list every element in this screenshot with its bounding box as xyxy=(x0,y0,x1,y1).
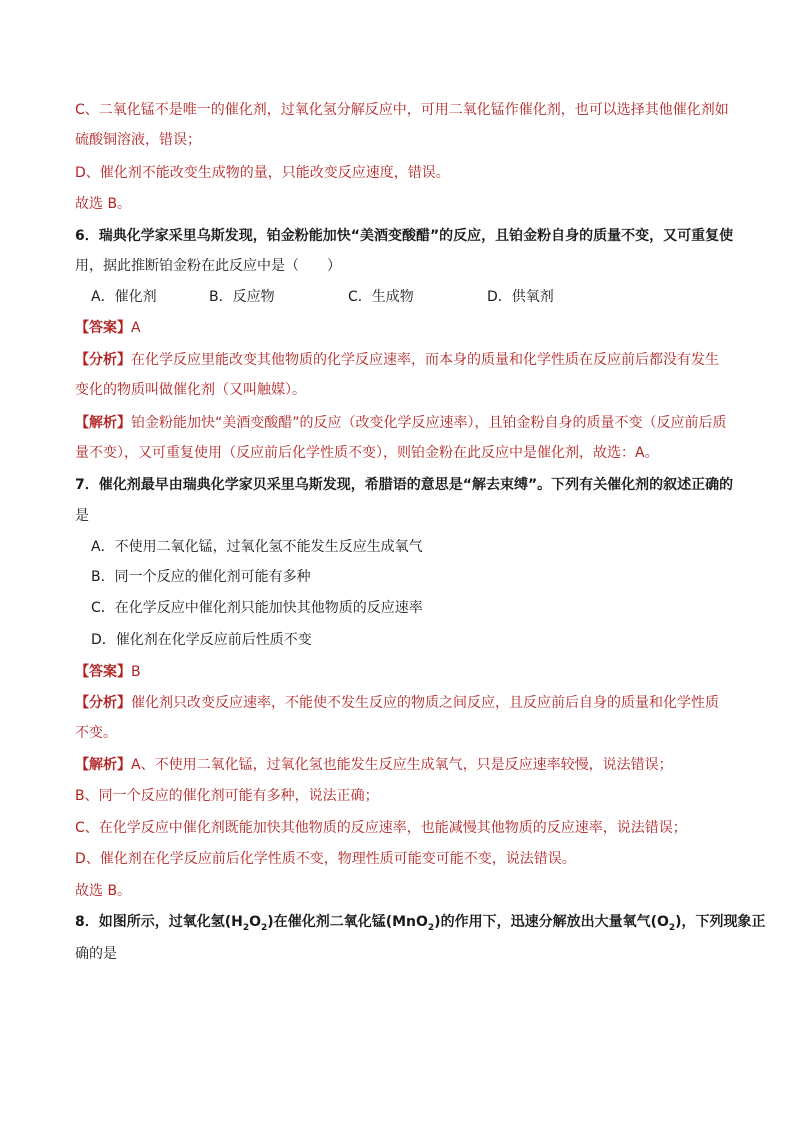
explanation-tag: 【解析】 xyxy=(75,415,131,431)
explanation-text: 铂金粉能加快“美酒变酸醋”的反应（改变化学反应速率），且铂金粉自身的质量不变（反应前后质 xyxy=(131,415,727,431)
q8-text: )，下列现象正 xyxy=(675,914,766,930)
subscript: 2 xyxy=(242,922,250,933)
q7-explanation-c: C、在化学反应中催化剂既能加快其他物质的反应速率，也能减慢其他物质的反应速率，说法错误； xyxy=(75,820,687,836)
q8-text: O xyxy=(249,914,262,930)
option-d-explanation: D、催化剂不能改变生成物的量，只能改变反应速度，错误。 xyxy=(75,165,450,181)
q6-analysis-line2: 变化的物质叫做催化剂（又叫触媒）。 xyxy=(75,382,306,398)
q7-option-c: C．在化学反应中催化剂只能加快其他物质的反应速率 xyxy=(91,600,423,616)
q7-explanation-b: B、同一个反应的催化剂可能有多种，说法正确； xyxy=(75,788,379,804)
q6-explanation-line2 xyxy=(75,443,659,463)
q6-option-b: B．反应物 xyxy=(209,289,275,305)
q6-option-d: D．供氧剂 xyxy=(487,289,554,305)
select-answer-prev: 故选 B。 xyxy=(75,196,132,212)
q8-text: )在催化剂二氧化锰(MnO xyxy=(267,914,428,930)
analysis-text: 催化剂只改变反应速率，不能使不发生反应的物质之间反应，且反应前后自身的质量和化学性质 xyxy=(131,695,719,711)
q7-stem-line2: 是 xyxy=(75,508,89,524)
q8-stem-line1 xyxy=(75,912,766,932)
q7-option-d: D．催化剂在化学反应前后性质不变 xyxy=(91,632,312,648)
subscript: 2 xyxy=(427,922,435,933)
q7-analysis-line1 xyxy=(75,693,719,713)
explanation-tag: 【解析】 xyxy=(75,757,131,773)
q8-text: 8．如图所示，过氧化氢(H xyxy=(75,914,243,930)
explanation-text: 量不变），又可重复使用（反应前后化学性质不变），则铂金粉在此反应中是催化剂，故选： xyxy=(75,445,635,461)
q7-option-b: B．同一个反应的催化剂可能有多种 xyxy=(91,569,311,585)
q6-stem-line1: 6．瑞典化学家采里乌斯发现，铂金粉能加快“美酒变酸醋”的反应，且铂金粉自身的质量不变，又可重复使 xyxy=(75,228,734,244)
q7-select-answer: 故选 B。 xyxy=(75,883,132,899)
q7-analysis-line2: 不变。 xyxy=(75,725,117,741)
answer-tag: 【答案】 xyxy=(75,664,131,680)
q6-option-a: A．催化剂 xyxy=(91,289,157,305)
answer-value: A xyxy=(131,320,141,336)
q6-answer xyxy=(75,318,141,338)
q7-stem-line1: 7．催化剂最早由瑞典化学家贝采里乌斯发现，希腊语的意思是“解去束缚”。下列有关催化剂的叙述正确的 xyxy=(75,477,734,493)
q8-text: )的作用下，迅速分解放出大量氧气(O xyxy=(434,914,669,930)
q7-answer xyxy=(75,662,141,682)
option-c-explanation-line1: C、二氧化锰不是唯一的催化剂，过氧化氢分解反应中，可用二氧化锰作催化剂，也可以选择其他催化剂如 xyxy=(75,102,729,118)
explanation-answer: A。 xyxy=(635,445,659,461)
explanation-text: A、不使用二氧化锰，过氧化氢也能发生反应生成氧气，只是反应速率较慢，说法错误； xyxy=(131,757,673,773)
answer-tag: 【答案】 xyxy=(75,320,131,336)
subscript: 2 xyxy=(261,922,268,933)
answer-value: B xyxy=(131,664,141,680)
q6-stem-line2: 用，据此推断铂金粉在此反应中是（ ） xyxy=(75,258,341,274)
q6-explanation-line1 xyxy=(75,413,727,433)
analysis-tag: 【分析】 xyxy=(75,695,131,711)
q6-option-c: C．生成物 xyxy=(348,289,414,305)
q7-explanation-line1 xyxy=(75,755,673,775)
subscript: 2 xyxy=(668,922,676,933)
q7-explanation-d: D、催化剂在化学反应前后化学性质不变，物理性质可能变可能不变，说法错误。 xyxy=(75,851,576,867)
q8-stem-line2: 确的是 xyxy=(75,946,117,962)
analysis-text: 在化学反应里能改变其他物质的化学反应速率，而本身的质量和化学性质在反应前后都没有发生 xyxy=(131,352,719,368)
q7-option-a: A．不使用二氧化锰，过氧化氢不能发生反应生成氧气 xyxy=(91,539,423,555)
analysis-tag: 【分析】 xyxy=(75,352,131,368)
option-c-explanation-line2: 硫酸铜溶液，错误； xyxy=(75,132,201,148)
q6-analysis-line1 xyxy=(75,350,719,370)
